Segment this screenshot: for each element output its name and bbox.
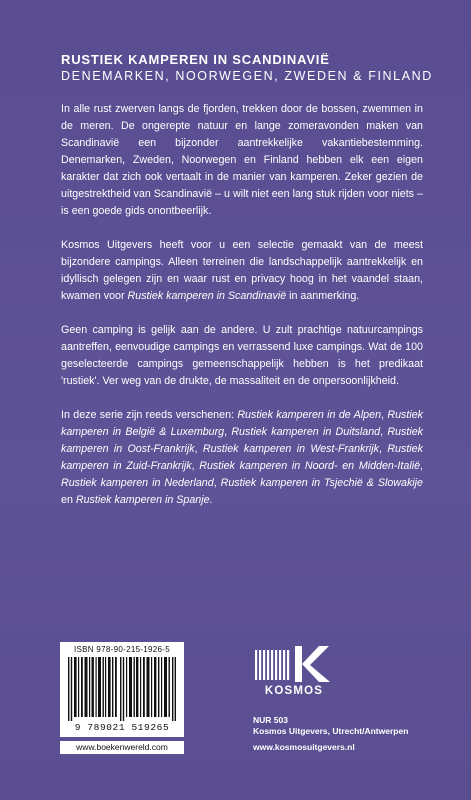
paragraph-selection-end: in aanmerking. bbox=[286, 290, 360, 302]
series-title: Rustiek kamperen in Nederland bbox=[61, 477, 214, 489]
series-title: Rustiek kamperen in de Alpen bbox=[237, 409, 382, 421]
nur-code: NUR 503 bbox=[253, 715, 288, 725]
publisher-website: www.kosmosuitgevers.nl bbox=[253, 742, 355, 752]
series-title: Rustiek kamperen in Spanje bbox=[75, 494, 210, 506]
series-title: Rustiek kamperen in Noord- en Midden-Italië bbox=[199, 460, 421, 472]
series-title: Rustiek kamperen in België & Luxemburg bbox=[61, 409, 423, 438]
book-title-italic: Rustiek kamperen in Scandinavië bbox=[127, 290, 287, 302]
publisher-name: Kosmos Uitgevers, Utrecht/Antwerpen bbox=[253, 726, 409, 736]
series-title: Rustiek kamperen in West-Frankrijk bbox=[202, 443, 380, 455]
paragraph-selection-text: Kosmos Uitgevers heeft voor u een selectie gemaakt van de meest bijzondere campings. Alleen terreinen die landschappelijk aantrekkelijk en idyllisch gelegen zijn en waar rust en privacy hoog in het vaandel staan, kwamen voor bbox=[61, 239, 423, 302]
series-intro: In deze serie zijn reeds verschenen: bbox=[61, 409, 238, 421]
paragraph-series: In deze serie zijn reeds verschenen: Rustiek kamperen in de Alpen, Rustiek kamperen in België & Luxemburg, Rustiek kamperen in Duitsland, Rustiek kamperen in Oost-Frankrijk, Rustiek kamperen in West-Frankrijk, Rustiek kamperen in Zuid-Frankrijk, Rustiek kamperen in Noord- en Midden-Italië, Rustiek kamperen in Nederland, Rustiek kamperen in Tsjechië & Slowakije en Rustiek kamperen in Spanje. bbox=[61, 409, 423, 506]
paragraph-selection bbox=[61, 237, 423, 305]
isbn: ISBN 978-90-215-1926-5 bbox=[74, 645, 170, 654]
series-title: Rustiek kamperen in Zuid-Frankrijk bbox=[61, 443, 423, 472]
barcode-digits: 9 789021 519265 bbox=[74, 722, 170, 733]
book-title: RUSTIEK KAMPEREN IN SCANDINAVIË bbox=[61, 52, 330, 67]
logo-name: KOSMOS bbox=[264, 685, 324, 697]
barcode-bars-icon bbox=[68, 657, 176, 721]
book-subtitle: DENEMARKEN, NOORWEGEN, ZWEDEN & FINLAND bbox=[61, 69, 433, 83]
kosmos-logo-icon bbox=[253, 644, 335, 684]
barcode bbox=[60, 642, 184, 737]
blurb bbox=[61, 101, 423, 526]
paragraph-campings: Geen camping is gelijk aan de andere. U zult prachtige natuurcampings aantreffen, eenvoudige campings en verrassend luxe campings. Wat de 100 geselecteerde campings gemeenschappelijk hebben is het predikaat 'rustiek'. Ver weg van de drukte, de massaliteit en de onpersoonlijkheid. bbox=[61, 324, 423, 387]
series-title: Rustiek kamperen in Oost-Frankrijk bbox=[61, 426, 423, 455]
series-and: en bbox=[61, 494, 73, 506]
paragraph-intro: In alle rust zwerven langs de fjorden, trekken door de bossen, zwemmen in de meren. De ongerepte natuur en lange zomeravonden maken van Scandinavië een bijzonder aantrekkelijke vakantiebestemming. Denemarken, Zweden, Noorwegen en Finland hebben elk een eigen karakter dat zich ook vertaalt in de manier van kamperen. Zeker gezien de uitgestrektheid van Scandinavië – u wilt niet een lang stuk rijden voor niets – is een goede gids onontbeerlijk. bbox=[61, 103, 423, 217]
series-title: Rustiek kamperen in Duitsland bbox=[231, 426, 381, 438]
series-title: Rustiek kamperen in Tsjechië & Slowakije bbox=[220, 477, 423, 489]
bookstore-website: www.boekenwereld.com bbox=[60, 741, 184, 754]
